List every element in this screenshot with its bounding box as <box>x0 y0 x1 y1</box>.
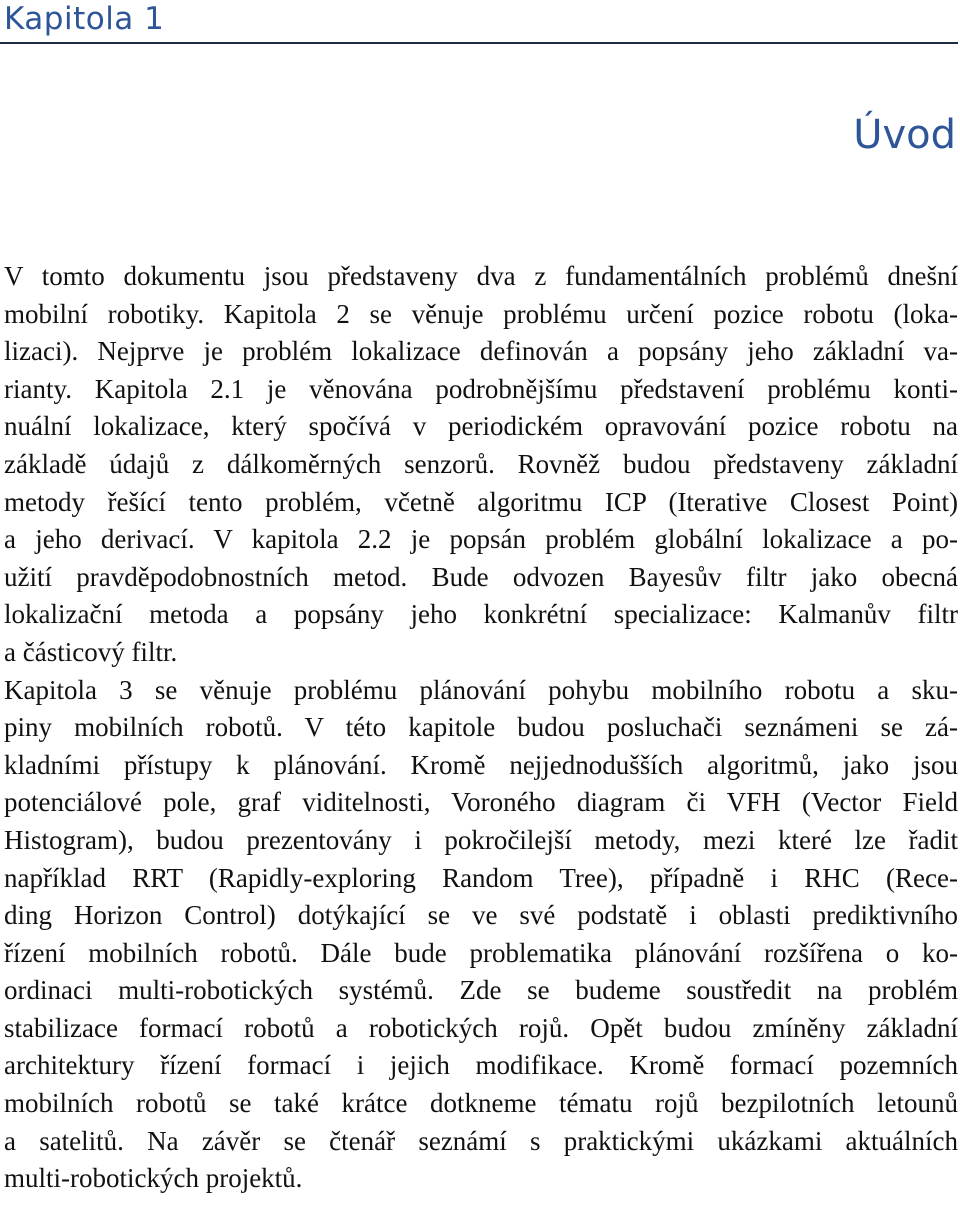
chapter-header <box>0 0 958 44</box>
text-line: stabilizace formací robotů a robotických rojů. Opět budou zmíněny základní <box>4 1012 958 1043</box>
text-line: Histogram), budou prezentovány i pokročilejší metody, mezi které lze řadit <box>4 824 958 855</box>
text-line: metody řešící tento problém, včetně algoritmu ICP (Iterative Closest Point) <box>4 486 958 517</box>
text-line: a částicový filtr. <box>4 636 178 667</box>
text-line: a satelitů. Na závěr se čtenář seznámí s praktickými ukázkami aktuálních <box>4 1125 958 1156</box>
text-line: piny mobilních robotů. V této kapitole budou posluchači seznámeni se zá- <box>4 712 958 743</box>
text-line: mobilní robotiky. Kapitola 2 se věnuje problému určení pozice robotu (loka- <box>4 298 958 329</box>
text-line: V tomto dokumentu jsou představeny dva z fundamentálních problémů dnešní <box>4 261 958 291</box>
text-line: a jeho derivací. V kapitola 2.2 je popsán problém globální lokalizace a po- <box>4 524 958 555</box>
text-line: základě údajů z dálkoměrných senzorů. Rovněž budou představeny základní <box>4 448 958 479</box>
paragraph-1 <box>4 258 958 672</box>
chapter-label: Kapitola 1 <box>4 1 165 37</box>
text-line: rianty. Kapitola 2.1 je věnována podrobnějšímu představení problému konti- <box>4 373 958 404</box>
text-line: multi-robotických projektů. <box>4 1163 303 1194</box>
text-line: užití pravděpodobnostních metod. Bude odvozen Bayesův filtr jako obecná <box>4 561 958 592</box>
text-line: nuální lokalizace, který spočívá v periodickém opravování pozice robotu na <box>4 411 958 442</box>
text-line: architektury řízení formací i jejich modifikace. Kromě formací pozemních <box>4 1050 958 1081</box>
text-line: Kapitola 3 se věnuje problému plánování pohybu mobilního robotu a sku- <box>4 674 958 705</box>
body-text <box>4 258 958 1198</box>
text-line: mobilních robotů se také krátce dotkneme tématu rojů bezpilotních letounů <box>4 1088 958 1119</box>
chapter-title: Úvod <box>853 112 956 158</box>
text-line: lokalizační metoda a popsány jeho konkrétní specializace: Kalmanův filtr <box>4 599 958 630</box>
text-line: ordinaci multi-robotických systémů. Zde se budeme soustředit na problém <box>4 975 958 1006</box>
text-line: ding Horizon Control) dotýkající se ve své podstatě i oblasti prediktivního <box>4 900 958 931</box>
paragraph-2 <box>4 672 958 1198</box>
text-line: řízení mobilních robotů. Dále bude problematika plánování rozšířena o ko- <box>4 937 958 968</box>
text-line: například RRT (Rapidly-exploring Random Tree), případně i RHC (Rece- <box>4 862 958 893</box>
text-line: kladními přístupy k plánování. Kromě nejjednodušších algoritmů, jako jsou <box>4 749 958 780</box>
text-line: potenciálové pole, graf viditelnosti, Voroného diagram či VFH (Vector Field <box>4 787 958 818</box>
text-line: lizaci). Nejprve je problém lokalizace definován a popsány jeho základní va- <box>4 336 958 367</box>
